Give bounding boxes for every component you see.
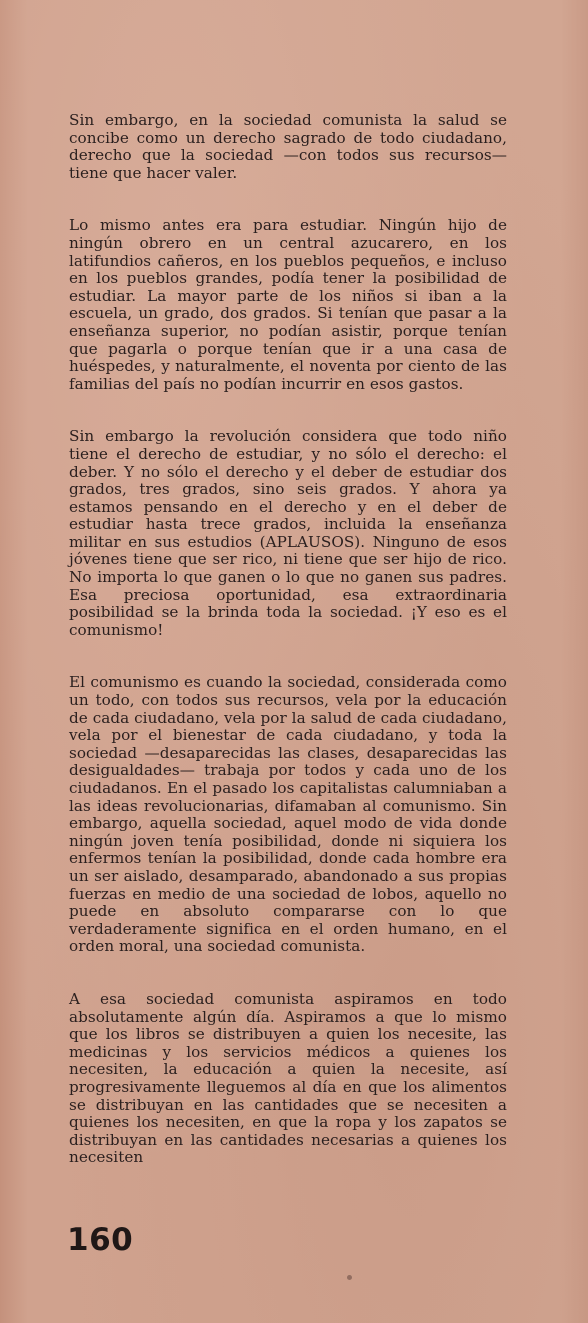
paragraph-2: Lo mismo antes era para estudiar. Ningún hijo de ningún obrero en un central azucarero, en los latifundios cañeros, en los pueblos pequeños, e incluso en los pueblos grandes, podía tener la posibilidad de estudiar. La mayor parte de los niños si iban a la escuela, un grado, dos grados. Si tenían que pasar a la enseñanza superior, no podían asistir, porque tenían que pagarla o porque tenían que ir a una casa de huéspedes, y naturalmente, el noventa por ciento de las familias del país no podían incurrir en esos gastos. [69,216,507,393]
paragraph-3: Sin embargo la revolución considera que todo niño tiene el derecho de estudiar, y no sólo el derecho: el deber. Y no sólo el derecho y el deber de estudiar dos grados, tres grados, sino seis grados. Y ahora ya estamos pensando en el derecho y en el deber de estudiar hasta trece grados, incluida la enseñanza militar en sus estudios (APLAUSOS). Ninguno de esos jóvenes tiene que ser rico, ni tiene que ser hijo de rico. No importa lo que ganen o lo que no ganen sus padres. Esa preciosa oportunidad, esa extraordinaria posibilidad se la brinda toda la sociedad. ¡Y eso es el comunismo! [69,427,507,639]
body-text [69,112,507,1202]
paragraph-4: El comunismo es cuando la sociedad, considerada como un todo, con todos sus recursos, vela por la educación de cada ciudadano, vela por la salud de cada ciudadano, vela por el bienestar de cada ciudadano, y toda la sociedad —desaparecidas las clases, desaparecidas las desigualdades— trabaja por todos y cada uno de los ciudadanos. En el pasado los capitalistas calumniaban a las ideas revolucionarias, difamaban al comunismo. Sin embargo, aquella sociedad, aquel modo de vida donde ningún joven tenía posibilidad, donde ni siquiera los enfermos tenían la posibilidad, donde cada hombre era un ser aislado, desamparado, abandonado a sus propias fuerzas en medio de una sociedad de lobos, aquello no puede en absoluto compararse con lo que verdaderamente significa en el orden humano, en el orden moral, una sociedad comunista. [69,673,507,956]
page-number: 160 [67,1222,134,1258]
paragraph-1: Sin embargo, en la sociedad comunista la salud se concibe como un derecho sagrado de todo ciudadano, derecho que la sociedad —con todos sus recursos— tiene que hacer valer. [69,111,507,182]
paragraph-5: A esa sociedad comunista aspiramos en todo absolutamente algún día. Aspiramos a que lo mismo que los libros se distribuyen a quien los necesite, las medicinas y los servicios médicos a quienes los necesiten, la educación a quien la necesite, así progresivamente lleguemos al día en que los alimentos se distribuyan en las cantidades que se necesiten a quienes los necesiten, en que la ropa y los zapatos se distribuyan en las cantidades necesarias a quienes los necesiten [69,989,507,1167]
print-speck [347,1275,352,1280]
